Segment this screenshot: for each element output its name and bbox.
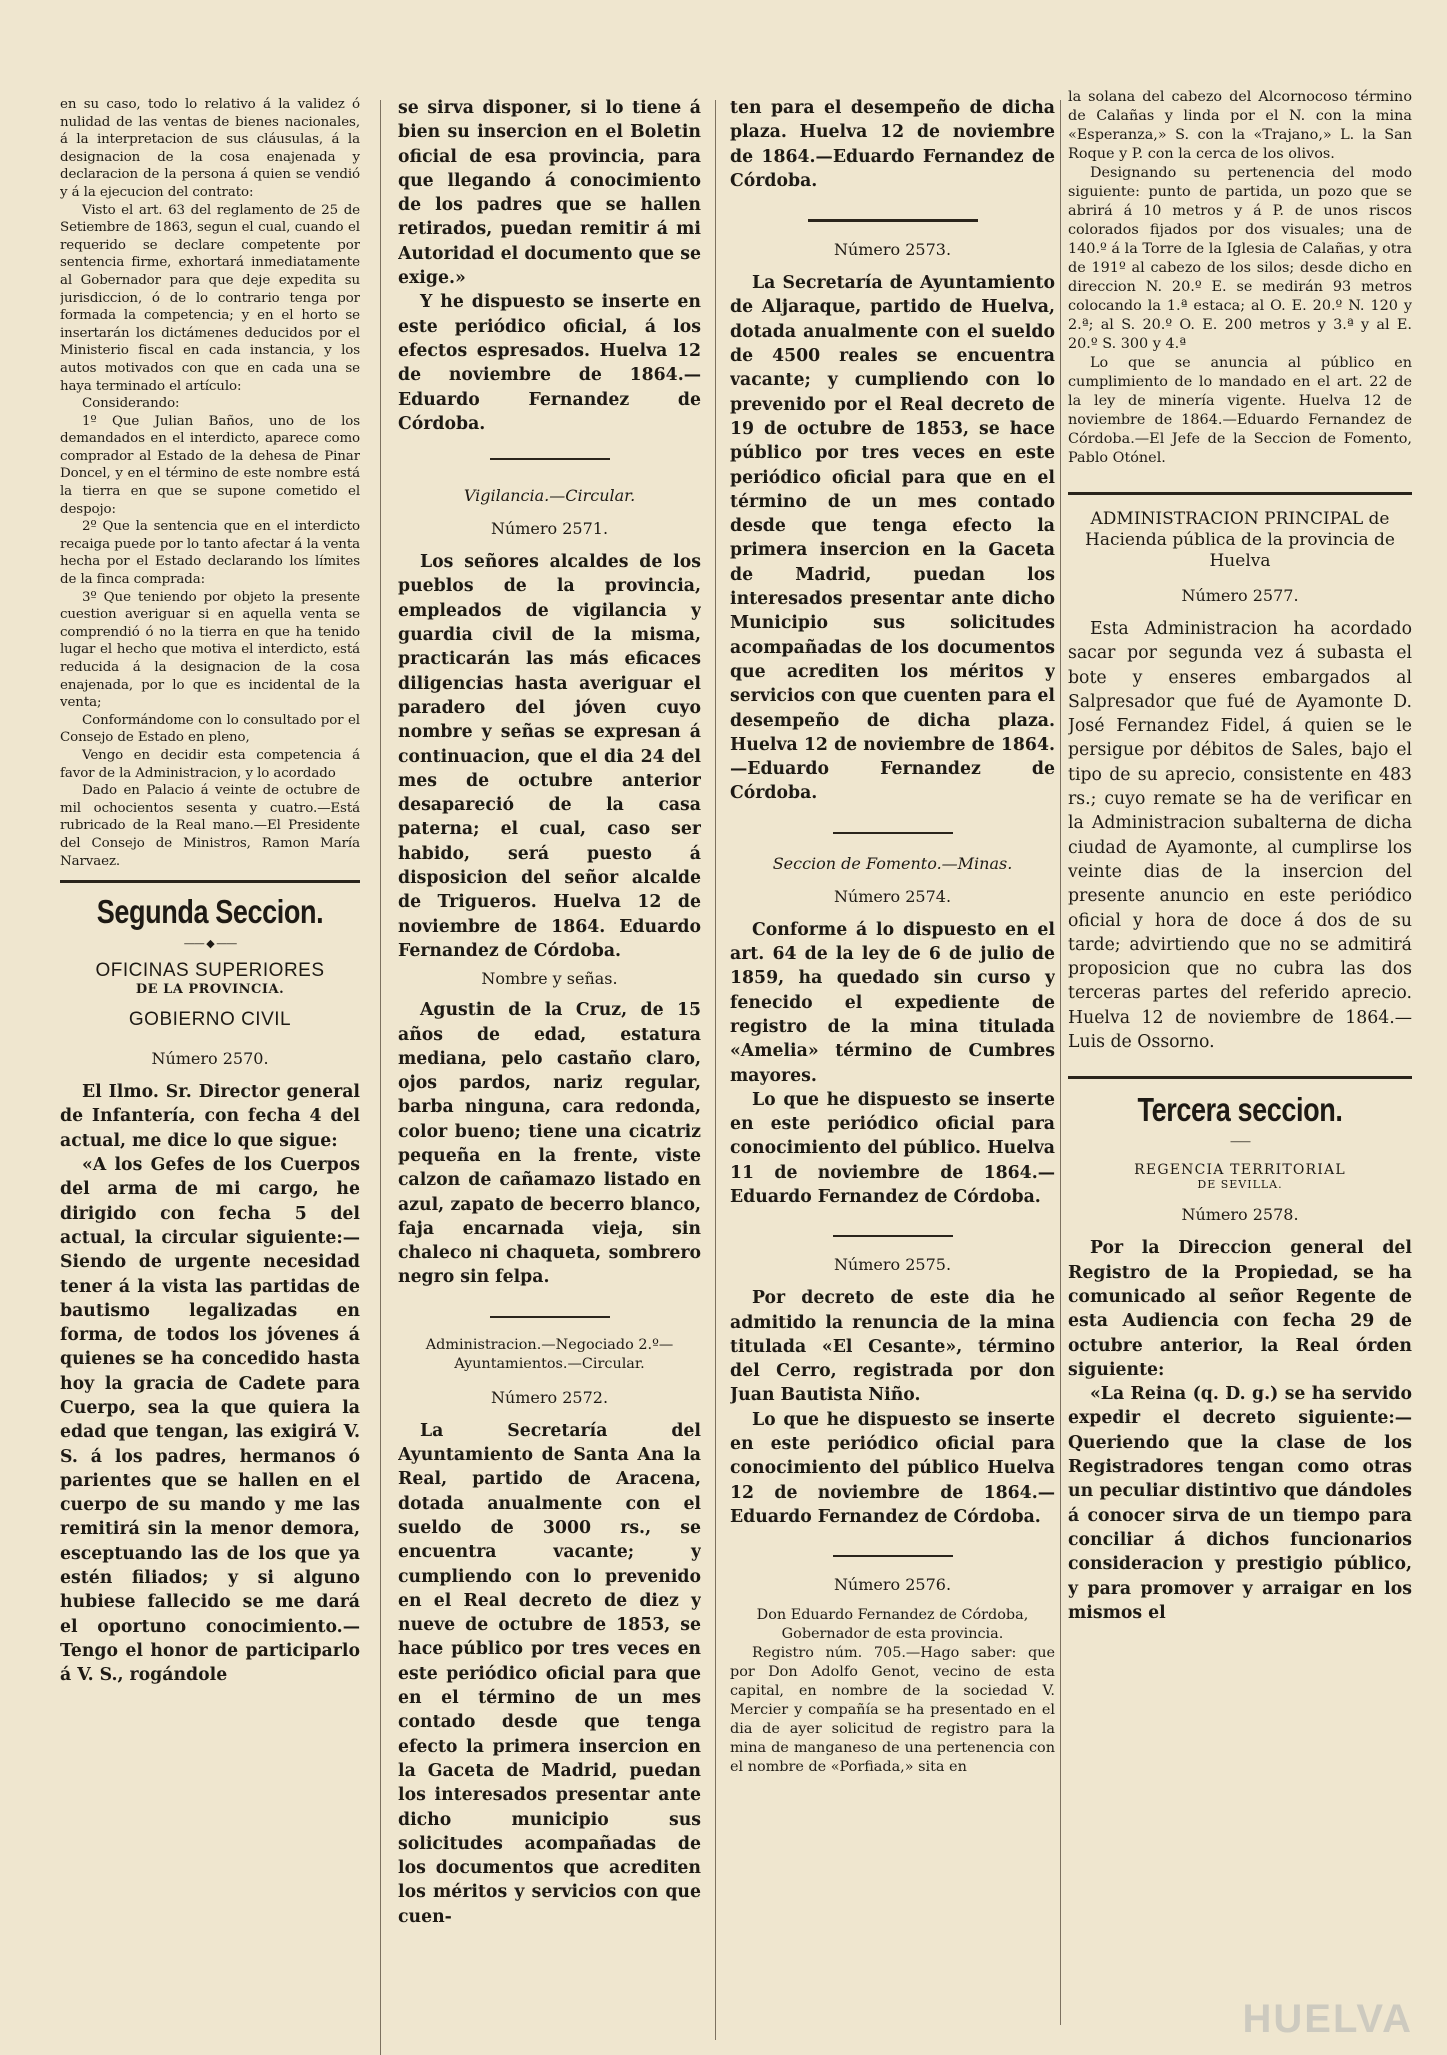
ornament-divider: —— ◆ —— xyxy=(183,937,237,951)
paragraph: Designando su pertenencia del modo siguiente: punto de partida, un pozo que se abrirá á 10 metros y á P. de unos riscos colorados fijados por dos visuales; una de 140.º á la Torre de la Iglesia de Calañas, y otra de 191º al cabezo de los silos; desde dicho en direccion N. 20.º E. se medirán 93 metros colocando la 1.ª estaca; al O. E. 20.º N. 120 y 2.ª; al S. 20.º O. E. 200 metros y 3.ª y al E. 20.º S. 300 y 4.ª xyxy=(1068,165,1412,352)
heading-oficinas: OFICINAS SUPERIORES xyxy=(95,960,325,982)
short-divider xyxy=(490,458,610,460)
paragraph: en su caso, todo lo relativo á la validez ó nulidad de las ventas de bienes nacionales, á la interpretacion de sus cláusulas, á la designacion de la cosa enajenada y declaracion de la persona á quien se vendió y á la ejecucion del contrato: xyxy=(60,97,360,200)
watermark: HUELVA xyxy=(1242,1997,1413,2041)
paragraph: La Secretaría de Ayuntamiento de Aljaraque, partido de Huelva, dotada anualmente con el sueldo de 4500 reales se encuentra vacante; y cumpliendo con lo prevenido por el Real decreto de 19 de octubre de 1853, se hace público por tres veces en este periódico oficial para que en el término de un mes contado desde que tenga efecto la primera insercion en la Gaceta de Madrid, puedan los interesados presentar ante dicho Municipio sus solicitudes acompañadas de los documentos que acrediten los méritos y servicios con que cuenten para el desempeño de dicha plaza. Huelva 12 de noviembre de 1864.—Eduardo Fernandez de Córdoba. xyxy=(730,273,1055,804)
notice-heading: Seccion de Fomento.—Minas. xyxy=(772,853,1013,873)
paragraph: 1º Que Julian Baños, uno de los demandados en el interdicto, aparece como comprador al Estado de la dehesa de Pinar Doncel, y en el término de este nombre está la tierra en que se supone cometido el despojo: xyxy=(60,413,360,517)
notice-number: Número 2576. xyxy=(833,1575,952,1595)
notice-subheading: Nombre y señas. xyxy=(481,969,618,989)
column-rule xyxy=(1060,100,1061,2025)
notice-number: Número 2578. xyxy=(1181,1205,1299,1225)
section-divider xyxy=(60,880,360,883)
section-divider xyxy=(1068,1076,1412,1079)
section-title: Tercera seccion. xyxy=(1137,1091,1343,1129)
paragraph: Por la Direccion general del Registro de la Propiedad, se ha comunicado al señor Regente de esta Audiencia con fecha 29 de octubre anterior, la Real órden siguiente: xyxy=(1068,1238,1412,1380)
paragraph: ten para el desempeño de dicha plaza. Huelva 12 de noviembre de 1864.—Eduardo Fernandez de Córdoba. xyxy=(730,98,1055,191)
paragraph: Conforme á lo dispuesto en el art. 64 de la ley de 6 de julio de 1859, ha quedado sin curso y fenecido el expediente de registro de la mina titulada «Amelia» término de Cumbres mayores. xyxy=(730,919,1055,1086)
short-divider xyxy=(833,1235,953,1237)
paragraph: Visto el art. 63 del reglamento de 25 de Setiembre de 1863, segun el cual, cuando el requerido se declare competente por sentencia firme, exhortará inmediatamente al Gobernador para que deje expedita su jurisdiccion, ó de lo contrario tenga por formada la competencia; y en el horto se insertarán los dictámenes deducidos por el Ministerio fiscal en cada instancia, y los autos motivados con que en cada una se haya terminado el artículo: xyxy=(60,202,360,394)
short-divider xyxy=(808,219,978,222)
short-divider xyxy=(833,1555,953,1557)
column-1 xyxy=(60,96,360,2038)
heading-regencia: REGENCIA TERRITORIAL xyxy=(1134,1162,1346,1179)
notice-number: Número 2572. xyxy=(490,1387,609,1407)
paragraph: Don Eduardo Fernandez de Córdoba, Gobernador de esta provincia. xyxy=(756,1607,1029,1643)
paragraph: «La Reina (q. D. g.) se ha servido expedir el decreto siguiente:—Queriendo que la clase de los Registradores tengan como otras un peculiar distintivo que dándoles á conocer sirva de un tiempo para conciliar á dichos funcionarios consideracion y prestigio público, y para promover y arraigar en los mismos el xyxy=(1068,1384,1412,1623)
section-title: Segunda Seccion. xyxy=(96,893,324,931)
paragraph: Dado en Palacio á veinte de octubre de mil ochocientos sesenta y cuatro.—Está rubricado de la Real mano.—El Presidente del Consejo de Ministros, Ramon María Narvaez. xyxy=(60,783,360,869)
paragraph: Registro núm. 705.—Hago saber: que por Don Adolfo Genot, vecino de esta capital, en nombre de la sociedad V. Mercier y compañía se ha presentado en el dia de ayer solicitud de registro para la mina de manganeso de una pertenencia con el nombre de «Porfiada,» sita en xyxy=(730,1645,1055,1776)
paragraph: Vengo en decidir esta competencia á favor de la Administracion, y lo acordado xyxy=(60,747,360,781)
column-3 xyxy=(730,96,1055,2038)
paragraph: Lo que he dispuesto se inserte en este periódico oficial para conocimiento del público. Huelva 11 de noviembre de 1864.—Eduardo Fernandez de Córdoba. xyxy=(730,1089,1055,1207)
heading-gobierno-civil: GOBIERNO CIVIL xyxy=(128,1009,292,1031)
paragraph: Esta Administracion ha acordado sacar por segunda vez á subasta el bote y enseres embargados al Salpresador que fué de Ayamonte D. José Fernandez Fidel, á quien se le persigue por débitos de Sales, bajo el tipo de su aprecio, consistente en 483 rs.; cuyo remate se ha de verificar en la Administracion subalterna de dicha ciudad de Ayamonte, al cumplirse los veinte dias de la insercion del presente anuncio en este periódico oficial y hora de doce á dos de su tarde; advirtiendo que no se admitirá proposicion que no cubra las dos terceras partes del referido aprecio. Huelva 12 de noviembre de 1864.—Luis de Ossorno. xyxy=(1068,619,1412,1053)
paragraph: Lo que se anuncia al público en cumplimiento de lo mandado en el art. 22 de la ley de minería vigente. Huelva 12 de noviembre de 1864.—Eduardo Fernandez de Córdoba.—El Jefe de la Seccion de Fomento, Pablo Otónel. xyxy=(1068,355,1412,466)
paragraph: Y he dispuesto se inserte en este periódico oficial, á los efectos espresados. Huelva 12 de noviembre de 1864.—Eduardo Fernandez de Córdoba. xyxy=(398,292,701,434)
column-rule xyxy=(380,100,381,2055)
notice-number: Número 2573. xyxy=(833,240,952,260)
notice-number: Número 2575. xyxy=(833,1255,952,1275)
notice-number: Número 2570. xyxy=(151,1049,269,1069)
short-divider xyxy=(833,832,953,834)
paragraph: La Secretaría del Ayuntamiento de Santa Ana la Real, partido de Aracena, dotada anualmente con el sueldo de 3000 rs., se encuentra vacante; y cumpliendo con lo prevenido en el Real decreto de diez y nueve de octubre de 1853, se hace público por tres veces en este periódico oficial para que en el término de un mes contado desde que tenga efecto la primera insercion en la Gaceta de Madrid, puedan los interesados presentar ante dicho municipio sus solicitudes acompañadas de los documentos que acrediten los méritos y servicios con que cuen- xyxy=(398,1420,701,1927)
column-rule xyxy=(715,100,716,2040)
paragraph: Conformándome con lo consultado por el Consejo de Estado en pleno, xyxy=(60,712,360,746)
notice-number: Número 2577. xyxy=(1181,586,1299,605)
notice-heading: ADMINISTRACION PRINCIPAL de Hacienda pública de la provincia de Huelva xyxy=(1085,509,1395,571)
heading-provincia: DE LA PROVINCIA. xyxy=(135,982,285,998)
paragraph: Considerando: xyxy=(82,396,180,412)
column-2 xyxy=(398,96,701,2038)
heading-sevilla: DE SEVILLA. xyxy=(1197,1178,1283,1192)
paragraph: 3º Que teniendo por objeto la presente cuestion averiguar si en aquella venta se comprendió ó no la tierra en que ha tenido lugar el hecho que motiva el interdicto, está reducida á la designacion de la cosa enajenada, por lo que es incidental de la venta; xyxy=(60,589,360,711)
paragraph: Los señores alcaldes de los pueblos de la provincia, empleados de vigilancia y guardia civil de la misma, practicarán las más eficaces diligencias hasta averiguar el paradero del jóven cuyo nombre y señas se expresan á continuacion, que el dia 24 del mes de octubre anterior desapareció de la casa paterna; el cual, caso ser habido, será puesto á disposicion del señor alcalde de Trigueros. Huelva 12 de noviembre de 1864. Eduardo Fernandez de Córdoba. xyxy=(398,552,701,961)
paragraph: 2º Que la sentencia que en el interdicto recaiga puede por lo tanto afectar á la venta hecha por el Estado declarando los límites de la finca comprada: xyxy=(60,519,360,588)
column-4 xyxy=(1068,88,1412,2038)
section-divider xyxy=(1068,492,1412,495)
notice-heading: Administracion.—Negociado 2.º—Ayuntamientos.—Circular. xyxy=(425,1336,674,1372)
notice-number: Número 2574. xyxy=(833,886,952,906)
short-divider xyxy=(490,1316,610,1318)
notice-number: Número 2571. xyxy=(490,519,609,539)
paragraph: El Ilmo. Sr. Director general de Infantería, con fecha 4 del actual, me dice lo que sigue: xyxy=(60,1082,360,1151)
paragraph: «A los Gefes de los Cuerpos del arma de mi cargo, he dirigido con fecha 5 del actual, la circular siguiente:—Siendo de urgente necesidad tener á la vista las partidas de bautismo legalizadas en forma, de todos los jóvenes á quienes se ha concedido hasta hoy la gracia de Cadete para Cuerpo, sea la que quiera la edad que tengan, las exigirá V. S. á los padres, hermanos ó parientes que se hallen en el cuerpo de su mando y me las remitirá sin la menor demora, esceptuando las de los que ya estén filiados; y si alguno hubiese fallecido se me dará el oportuno conocimiento.—Tengo el honor de participarlo á V. S., rogándole xyxy=(60,1155,360,1686)
ornament-divider: —— xyxy=(1230,1135,1250,1149)
paragraph: Por decreto de este dia he admitido la renuncia de la mina titulada «El Cesante», término del Cerro, registrada por don Juan Bautista Niño. xyxy=(730,1288,1055,1406)
paragraph: Lo que he dispuesto se inserte en este periódico oficial para conocimiento del público Huelva 12 de noviembre de 1864.—Eduardo Fernandez de Córdoba. xyxy=(730,1409,1055,1527)
paragraph: Agustin de la Cruz, de 15 años de edad, estatura mediana, pelo castaño claro, ojos pardos, nariz regular, barba ninguna, cara redonda, color bueno; tiene una cicatriz pequeña en la frente, viste calzon de cañamazo listado en azul, zapato de becerro blanco, faja encarnada vieja, sin chaleco ni chaqueta, sombrero negro sin felpa. xyxy=(398,1000,701,1288)
paragraph: se sirva disponer, si lo tiene á bien su insercion en el Boletin oficial de esa provincia, para que llegando á conocimiento de los padres que se hallen retirados, puedan remitir á mi Autoridad el documento que se exige.» xyxy=(398,98,701,289)
notice-heading: Vigilancia.—Circular. xyxy=(463,486,636,506)
paragraph: la solana del cabezo del Alcornocoso término de Calañas y linda por el N. con la mina «Esperanza,» S. con la «Trajano,» L. la San Roque y P. con la cerca de los olivos. xyxy=(1068,89,1412,162)
